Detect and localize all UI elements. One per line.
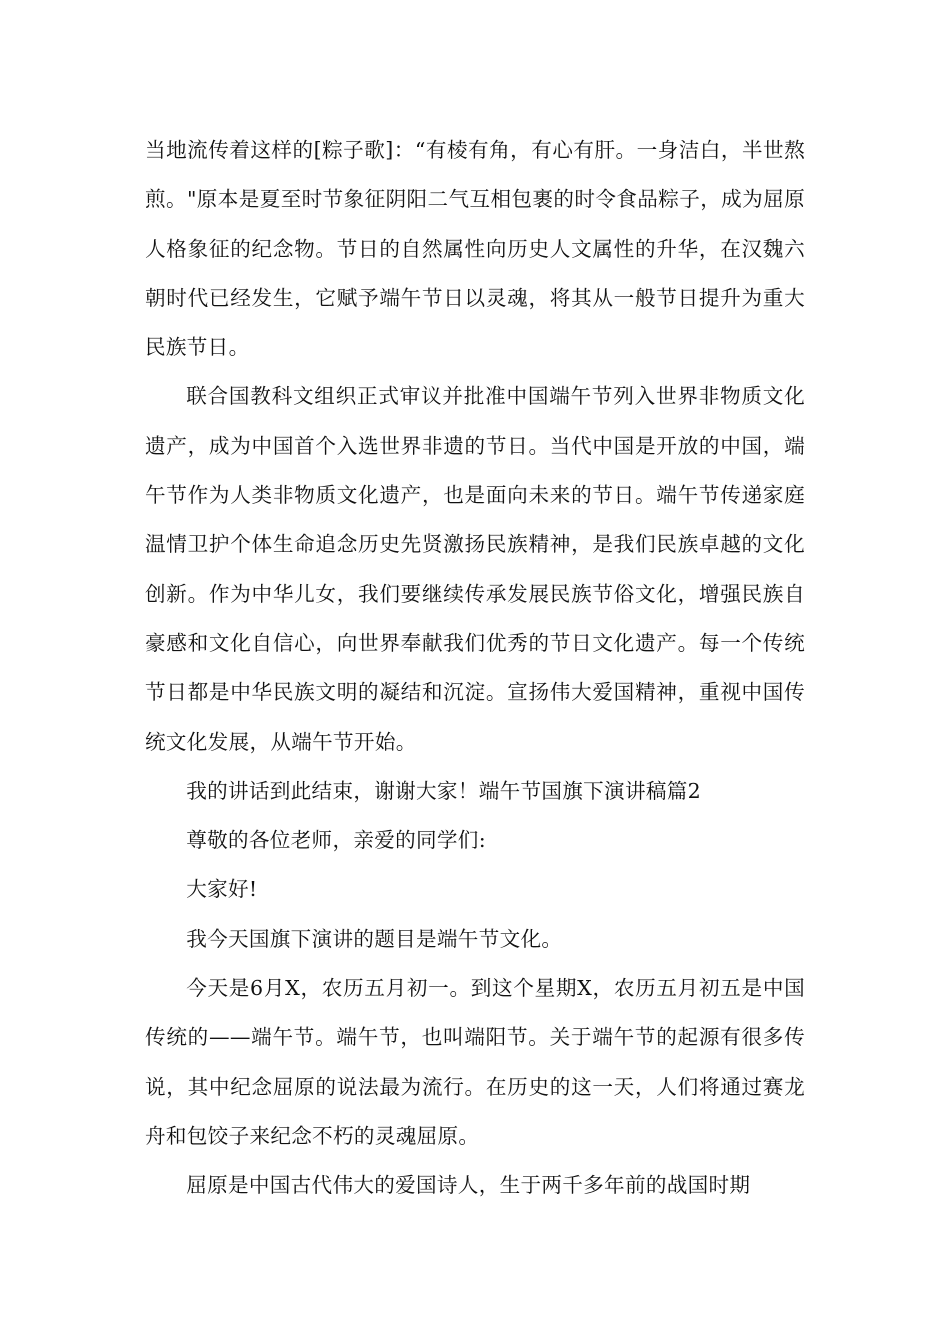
paragraph-8: 屈原是中国古代伟大的爱国诗人，生于两千多年前的战国时期 xyxy=(186,1173,751,1198)
paragraph-3: 我的讲话到此结束，谢谢大家！端午节国旗下演讲稿篇2 xyxy=(186,778,702,803)
document-page xyxy=(145,126,805,1211)
paragraph-5: 大家好! xyxy=(186,877,258,902)
paragraph-6: 我今天国旗下演讲的题目是端午节文化。 xyxy=(186,926,563,951)
paragraph-7: 今天是6月X，农历五月初一。到这个星期X，农历五月初五是中国传统的——端午节。端午节，也叫端阳节。关于端午节的起源有很多传说，其中纪念屈原的说法最为流行。在历史的这一天，人们将通过赛龙舟和包饺子来纪念不朽的灵魂屈原。 xyxy=(145,976,805,1148)
paragraph-2: 联合国教科文组织正式审议并批准中国端午节列入世界非物质文化遗产，成为中国首个入选世界非遗的节日。当代中国是开放的中国，端午节作为人类非物质文化遗产，也是面向未来的节日。端午节传递家庭温情卫护个体生命追念历史先贤激扬民族精神，是我们民族卓越的文化创新。作为中华儿女，我们要继续传承发展民族节俗文化，增强民族自豪感和文化自信心，向世界奉献我们优秀的节日文化遗产。每一个传统节日都是中华民族文明的凝结和沉淀。宣扬伟大爱国精神，重视中国传统文化发展，从端午节开始。 xyxy=(145,384,805,754)
paragraph-1: 当地流传着这样的[粽子歌]：“有棱有角，有心有肝。一身洁白，半世熬煎。"原本是夏至时节象征阴阳二气互相包裹的时令食品粽子，成为屈原人格象征的纪念物。节日的自然属性向历史人文属性的升华，在汉魏六朝时代已经发生，它赋予端午节日以灵魂，将其从一般节日提升为重大民族节日。 xyxy=(145,138,805,360)
paragraph-4: 尊敬的各位老师，亲爱的同学们: xyxy=(186,828,486,853)
